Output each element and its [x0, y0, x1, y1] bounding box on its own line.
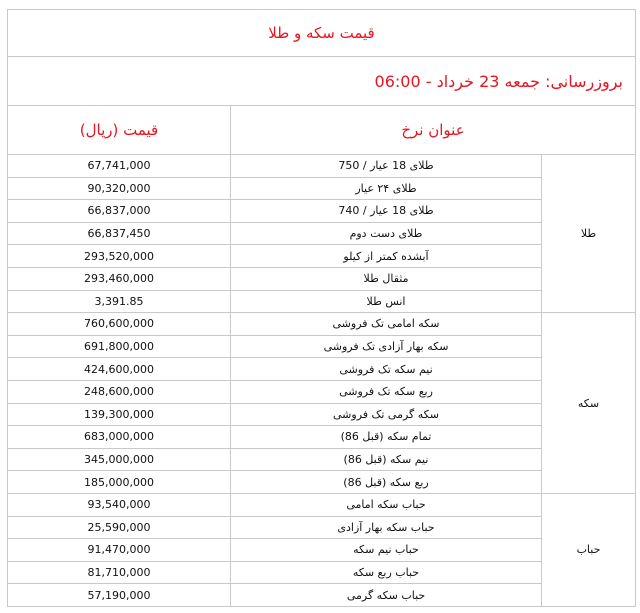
- table-row: [8, 426, 636, 449]
- rate-name: ربع سکه تک فروشی: [231, 380, 542, 403]
- price-table-container: [7, 9, 635, 607]
- rate-price: 57,190,000: [8, 584, 231, 607]
- rate-price: 91,470,000: [8, 539, 231, 562]
- rate-name: آبشده کمتر از کیلو: [231, 245, 542, 268]
- rate-name: نیم سکه تک فروشی: [231, 358, 542, 381]
- table-row: [8, 155, 636, 178]
- table-row: [8, 267, 636, 290]
- rate-name: حباب سکه امامی: [231, 493, 542, 516]
- table-title: قیمت سکه و طلا: [8, 10, 636, 57]
- rate-price: 93,540,000: [8, 493, 231, 516]
- table-row: [8, 313, 636, 336]
- table-row: [8, 403, 636, 426]
- rate-name: طلای دست دوم: [231, 222, 542, 245]
- rate-name: نیم سکه (قبل 86): [231, 448, 542, 471]
- table-row: [8, 448, 636, 471]
- rate-price: 424,600,000: [8, 358, 231, 381]
- rate-price: 81,710,000: [8, 561, 231, 584]
- rate-price: 66,837,000: [8, 200, 231, 223]
- table-row: [8, 177, 636, 200]
- rate-name: ربع سکه (قبل 86): [231, 471, 542, 494]
- group-label: سکه: [542, 313, 636, 494]
- update-line: بروزرسانی: جمعه 23 خرداد - 06:00: [8, 57, 636, 106]
- rate-price: 25,590,000: [8, 516, 231, 539]
- table-body: [8, 155, 636, 607]
- rate-name: طلای 18 عیار / 750: [231, 155, 542, 178]
- table-row: [8, 200, 636, 223]
- group-label: طلا: [542, 155, 636, 313]
- rate-name: طلای ۲۴ عیار: [231, 177, 542, 200]
- rate-name: انس طلا: [231, 290, 542, 313]
- rate-price: 683,000,000: [8, 426, 231, 449]
- rate-name: حباب نیم سکه: [231, 539, 542, 562]
- rate-price: 90,320,000: [8, 177, 231, 200]
- table-row: [8, 584, 636, 607]
- rate-name: حباب سکه بهار آزادی: [231, 516, 542, 539]
- rate-name: حباب ربع سکه: [231, 561, 542, 584]
- rate-price: 139,300,000: [8, 403, 231, 426]
- rate-price: 691,800,000: [8, 335, 231, 358]
- price-table: [7, 9, 636, 607]
- header-name: عنوان نرخ: [231, 106, 636, 155]
- rate-price: 293,520,000: [8, 245, 231, 268]
- rate-price: 345,000,000: [8, 448, 231, 471]
- table-row: [8, 561, 636, 584]
- table-row: [8, 516, 636, 539]
- rate-price: 760,600,000: [8, 313, 231, 336]
- rate-name: تمام سکه (قبل 86): [231, 426, 542, 449]
- rate-price: 248,600,000: [8, 380, 231, 403]
- table-row: [8, 222, 636, 245]
- table-row: [8, 493, 636, 516]
- rate-name: سکه گرمی تک فروشی: [231, 403, 542, 426]
- rate-name: حباب سکه گرمی: [231, 584, 542, 607]
- table-row: [8, 245, 636, 268]
- rate-price: 67,741,000: [8, 155, 231, 178]
- rate-name: سکه امامی تک فروشی: [231, 313, 542, 336]
- rate-price: 293,460,000: [8, 267, 231, 290]
- rate-price: 3,391.85: [8, 290, 231, 313]
- table-row: [8, 335, 636, 358]
- table-row: [8, 539, 636, 562]
- rate-name: طلای 18 عیار / 740: [231, 200, 542, 223]
- table-row: [8, 358, 636, 381]
- table-row: [8, 380, 636, 403]
- group-label: حباب: [542, 493, 636, 606]
- table-row: [8, 471, 636, 494]
- header-price: قیمت (ریال): [8, 106, 231, 155]
- rate-name: سکه بهار آزادی تک فروشی: [231, 335, 542, 358]
- rate-price: 185,000,000: [8, 471, 231, 494]
- rate-price: 66,837,450: [8, 222, 231, 245]
- table-row: [8, 290, 636, 313]
- rate-name: مثقال طلا: [231, 267, 542, 290]
